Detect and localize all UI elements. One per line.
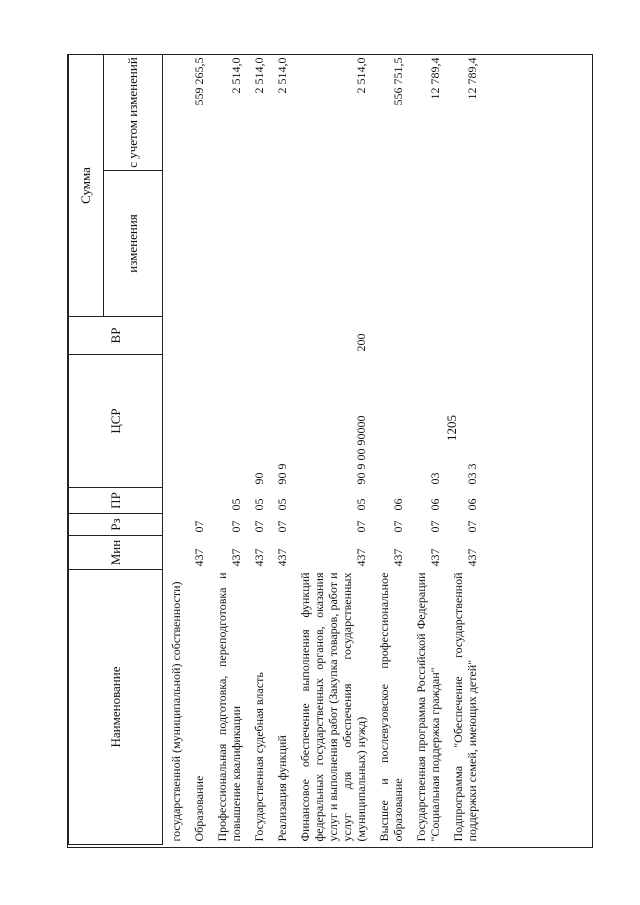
table-row	[186, 55, 209, 845]
budget-table	[68, 54, 482, 845]
row-change	[408, 171, 445, 317]
table-row	[292, 55, 371, 845]
header-summa: Сумма	[69, 55, 104, 317]
row-change	[186, 171, 209, 317]
row-change	[246, 171, 269, 317]
row-rz: 07	[192, 520, 206, 533]
header-csr: ЦСР	[69, 355, 163, 488]
table-row	[209, 55, 246, 845]
row-csr	[186, 355, 209, 488]
row-total: 2 514,0	[252, 57, 266, 94]
row-total: 2 514,0	[354, 57, 368, 94]
row-vr	[246, 317, 269, 355]
table-row	[408, 55, 445, 845]
row-rz: 07	[275, 520, 289, 533]
row-rz: 07	[428, 520, 442, 533]
row-pr: 05	[229, 498, 243, 511]
row-min	[163, 536, 187, 570]
row-min: 437	[354, 548, 368, 567]
row-name: Финансовое обеспечение выполнения функций федеральных государственных органов, оказания услуг и выполнения работ (Закупка товаров, работ и услуг для обеспечения государственных (муниципальных) нужд)	[298, 572, 368, 842]
header-pr: ПР	[69, 488, 163, 514]
table-row	[246, 55, 269, 845]
row-min: 437	[391, 548, 405, 567]
row-total: 556 751,5	[391, 57, 405, 106]
row-csr: 03	[428, 472, 442, 485]
header-rz: Рз	[69, 514, 163, 536]
table-row	[445, 55, 482, 845]
table-row	[269, 55, 292, 845]
row-vr	[186, 317, 209, 355]
row-pr: 06	[428, 498, 442, 511]
row-csr: 90 9 00 90000	[354, 415, 368, 485]
row-csr	[163, 355, 187, 488]
row-pr: 05	[354, 498, 368, 511]
header-changes: изменения	[104, 171, 163, 317]
row-csr: 90 9	[275, 463, 289, 485]
row-vr	[269, 317, 292, 355]
row-min: 437	[192, 548, 206, 567]
row-min: 437	[252, 548, 266, 567]
row-min: 437	[428, 548, 442, 567]
row-change	[269, 171, 292, 317]
row-name: Государственная судебная власть	[252, 672, 266, 842]
row-pr: 05	[275, 498, 289, 511]
row-rz	[163, 514, 187, 536]
row-total: 2 514,0	[275, 57, 289, 94]
row-name: Высшее и послевузовское профессиональное образование	[377, 572, 405, 842]
row-min: 437	[465, 548, 479, 567]
row-name: Государственная программа Российской Федерации "Социальная поддержка граждан"	[414, 572, 442, 842]
row-total: 2 514,0	[229, 57, 243, 94]
page-number: 1205	[444, 415, 459, 441]
row-pr: 06	[465, 498, 479, 511]
row-pr	[186, 488, 209, 514]
row-csr: 90	[252, 472, 266, 485]
row-vr	[408, 317, 445, 355]
row-change	[445, 171, 482, 317]
row-rz: 07	[354, 520, 368, 533]
row-csr	[371, 355, 408, 488]
row-name: Подпрограмма "Обеспечение государственной поддержки семей, имеющих детей"	[451, 572, 479, 842]
row-vr	[163, 317, 187, 355]
row-rz: 07	[391, 520, 405, 533]
header-name: Наименование	[69, 570, 163, 845]
row-rz: 07	[229, 520, 243, 533]
row-pr	[163, 488, 187, 514]
row-name: государственной (муниципальной) собственности)	[169, 581, 183, 842]
row-vr	[209, 317, 246, 355]
row-total: 559 265,5	[192, 57, 206, 106]
row-name: Образование	[192, 775, 206, 842]
row-change	[292, 171, 371, 317]
row-name: Реализация функций	[275, 735, 289, 842]
row-change	[371, 171, 408, 317]
row-pr: 05	[252, 498, 266, 511]
rotated-table-area	[68, 55, 590, 845]
row-name: Профессиональная подготовка, переподготовка и повышение квалификации	[215, 572, 243, 842]
table-row	[371, 55, 408, 845]
row-rz: 07	[465, 520, 479, 533]
row-total	[163, 55, 187, 171]
header-vr: ВР	[69, 317, 163, 355]
row-csr: 03 3	[465, 463, 479, 485]
row-total: 12 789,4	[465, 57, 479, 100]
row-csr	[209, 355, 246, 488]
row-vr: 200	[354, 333, 368, 352]
row-change	[163, 171, 187, 317]
table-row	[163, 55, 187, 845]
row-pr: 06	[391, 498, 405, 511]
row-rz: 07	[252, 520, 266, 533]
row-vr	[445, 317, 482, 355]
row-vr	[371, 317, 408, 355]
row-change	[209, 171, 246, 317]
header-with-changes: с учетом изменений	[104, 55, 163, 171]
row-total: 12 789,4	[428, 57, 442, 100]
header-min: Мин	[69, 536, 163, 570]
row-min: 437	[229, 548, 243, 567]
row-min: 437	[275, 548, 289, 567]
